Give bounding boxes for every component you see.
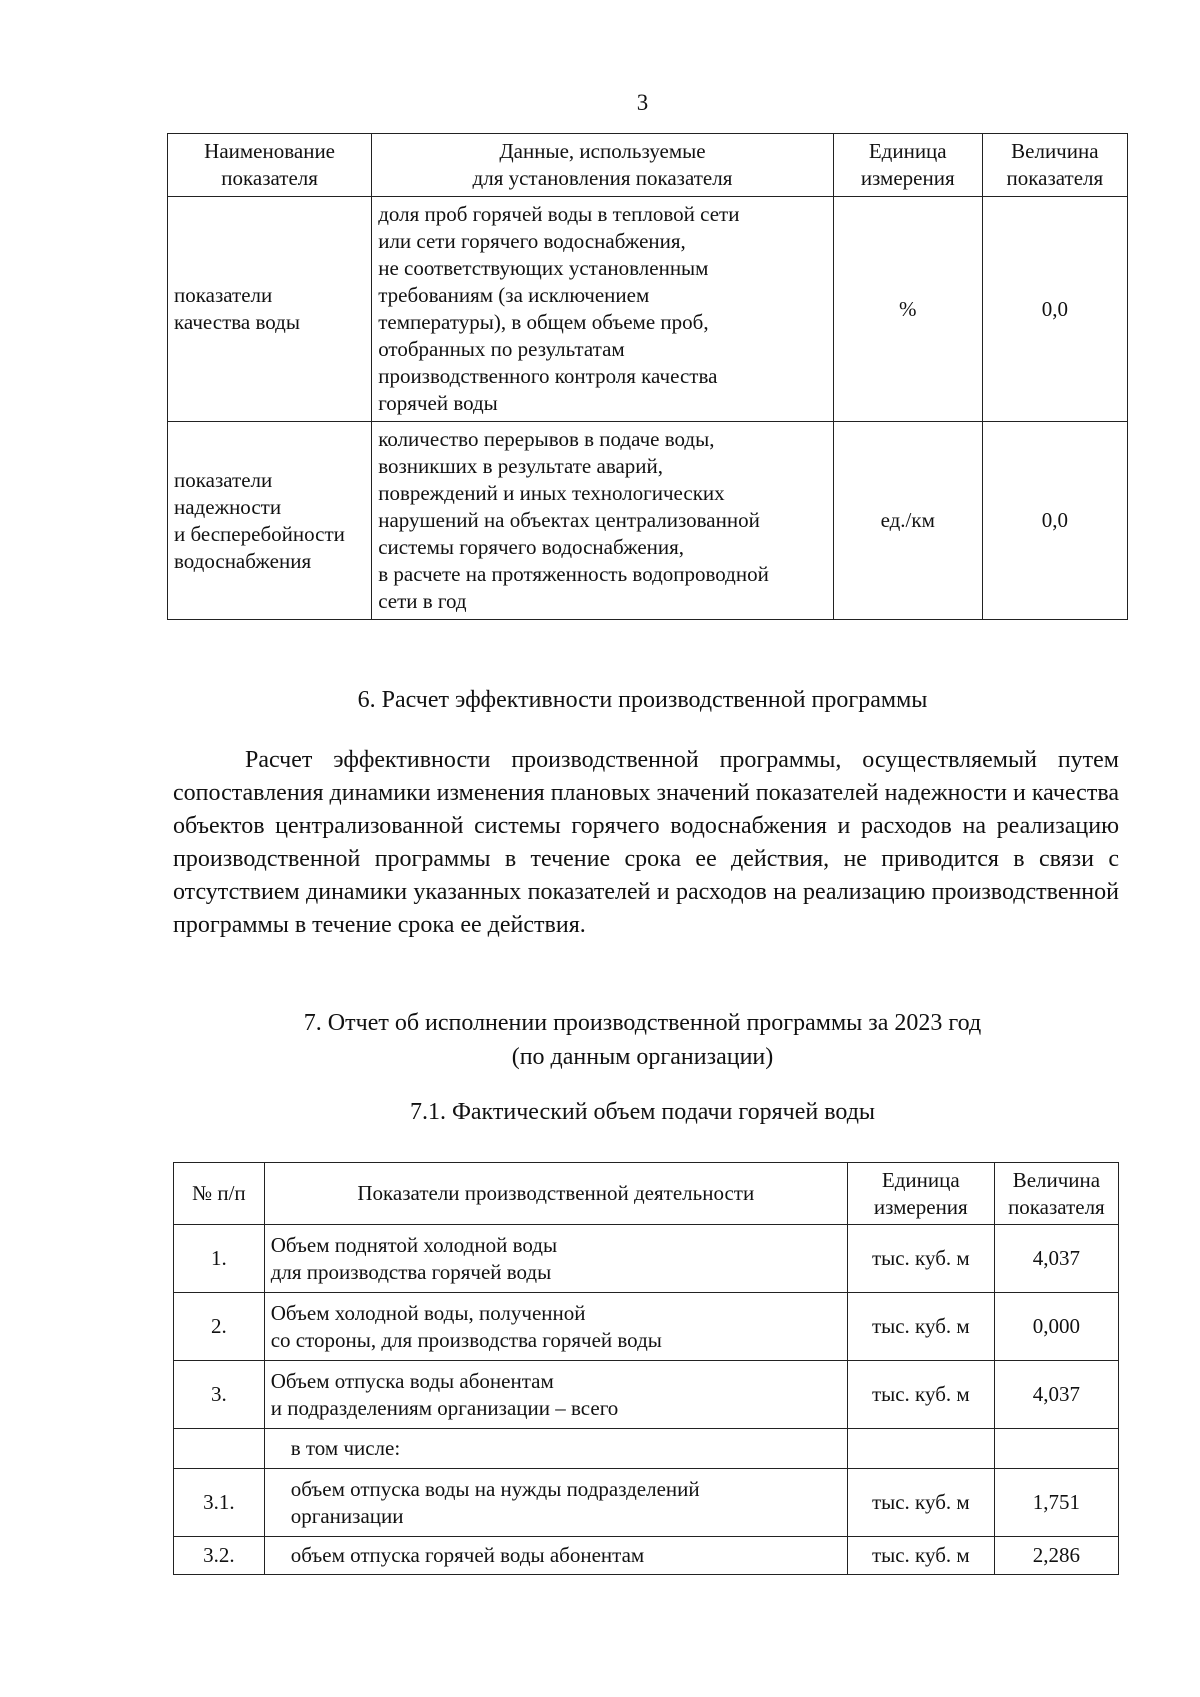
row-number: 3.1. bbox=[174, 1469, 265, 1537]
table-row bbox=[174, 1225, 1119, 1293]
header-value: Величина показателя bbox=[994, 1163, 1118, 1225]
header-indicator: Показатели производственной деятельности bbox=[264, 1163, 847, 1225]
table-row bbox=[174, 1469, 1119, 1537]
row-value bbox=[994, 1429, 1118, 1469]
table-row bbox=[168, 197, 1128, 422]
row-value: 1,751 bbox=[994, 1469, 1118, 1537]
hot-water-supply-table bbox=[173, 1162, 1119, 1575]
section-7-title: 7. Отчет об исполнении производственной программы за 2023 год (по данным организации) bbox=[303, 1010, 982, 1070]
header-data-used: Данные, используемые для установления показателя bbox=[372, 134, 834, 197]
row-unit: тыс. куб. м bbox=[847, 1361, 994, 1429]
row-indicator: объем отпуска воды на нужды подразделений организации bbox=[264, 1469, 847, 1537]
indicator-data: доля проб горячей воды в тепловой сети или сети горячего водоснабжения, не соответствующих установленным требованиям (за исключением температуры), в общем объеме проб, отобранных по результатам производственного контроля качества горячей воды bbox=[372, 197, 834, 422]
header-unit: Единица измерения bbox=[847, 1163, 994, 1225]
header-unit: Единица измерения bbox=[833, 134, 982, 197]
indicator-unit: ед./км bbox=[833, 422, 982, 620]
row-number: 3.2. bbox=[174, 1537, 265, 1575]
row-indicator: в том числе: bbox=[264, 1429, 847, 1469]
section-6-title: 6. Расчет эффективности производственной программы bbox=[357, 687, 928, 713]
section-7-1-subtitle: 7.1. Фактический объем подачи горячей воды bbox=[409, 1099, 876, 1125]
header-value: Величина показателя bbox=[982, 134, 1127, 197]
indicator-name: показатели надежности и бесперебойности водоснабжения bbox=[168, 422, 372, 620]
table-row bbox=[174, 1293, 1119, 1361]
section-6-paragraph: Расчет эффективности производственной программы, осуществляемый путем сопоставления динамики изменения плановых значений показателей надежности и качества объектов централизованной системы горячего водоснабжения и расходов на реализацию производственной программы в течение срока ее действия, не приводится в связи с отсутствием динамики указанных показателей и расходов на реализацию производственной программы в течение срока ее действия. bbox=[173, 747, 1119, 938]
table-row bbox=[168, 422, 1128, 620]
row-number: 2. bbox=[174, 1293, 265, 1361]
page-number: 3 bbox=[636, 90, 649, 115]
row-indicator: Объем отпуска воды абонентам и подразделениям организации – всего bbox=[264, 1361, 847, 1429]
row-indicator: Объем поднятой холодной воды для производства горячей воды bbox=[264, 1225, 847, 1293]
row-indicator: объем отпуска горячей воды абонентам bbox=[264, 1537, 847, 1575]
header-indicator-name: Наименование показателя bbox=[168, 134, 372, 197]
row-value: 0,000 bbox=[994, 1293, 1118, 1361]
row-value: 4,037 bbox=[994, 1225, 1118, 1293]
indicator-unit: % bbox=[833, 197, 982, 422]
table-row bbox=[174, 1429, 1119, 1469]
table-row bbox=[174, 1537, 1119, 1575]
row-unit: тыс. куб. м bbox=[847, 1469, 994, 1537]
indicator-data: количество перерывов в подаче воды, возникших в результате аварий, повреждений и иных технологических нарушений на объектах централизованной системы горячего водоснабжения, в расчете на протяженность водопроводной сети в год bbox=[372, 422, 834, 620]
row-number bbox=[174, 1429, 265, 1469]
indicator-value: 0,0 bbox=[982, 422, 1127, 620]
row-unit: тыс. куб. м bbox=[847, 1293, 994, 1361]
quality-indicators-table bbox=[167, 133, 1128, 620]
header-number: № п/п bbox=[174, 1163, 265, 1225]
row-value: 4,037 bbox=[994, 1361, 1118, 1429]
indicator-name: показатели качества воды bbox=[168, 197, 372, 422]
table-header-row bbox=[168, 134, 1128, 197]
row-value: 2,286 bbox=[994, 1537, 1118, 1575]
table-row bbox=[174, 1361, 1119, 1429]
row-unit bbox=[847, 1429, 994, 1469]
row-unit: тыс. куб. м bbox=[847, 1225, 994, 1293]
row-number: 1. bbox=[174, 1225, 265, 1293]
table-header-row bbox=[174, 1163, 1119, 1225]
row-unit: тыс. куб. м bbox=[847, 1537, 994, 1575]
indicator-value: 0,0 bbox=[982, 197, 1127, 422]
row-number: 3. bbox=[174, 1361, 265, 1429]
row-indicator: Объем холодной воды, полученной со стороны, для производства горячей воды bbox=[264, 1293, 847, 1361]
